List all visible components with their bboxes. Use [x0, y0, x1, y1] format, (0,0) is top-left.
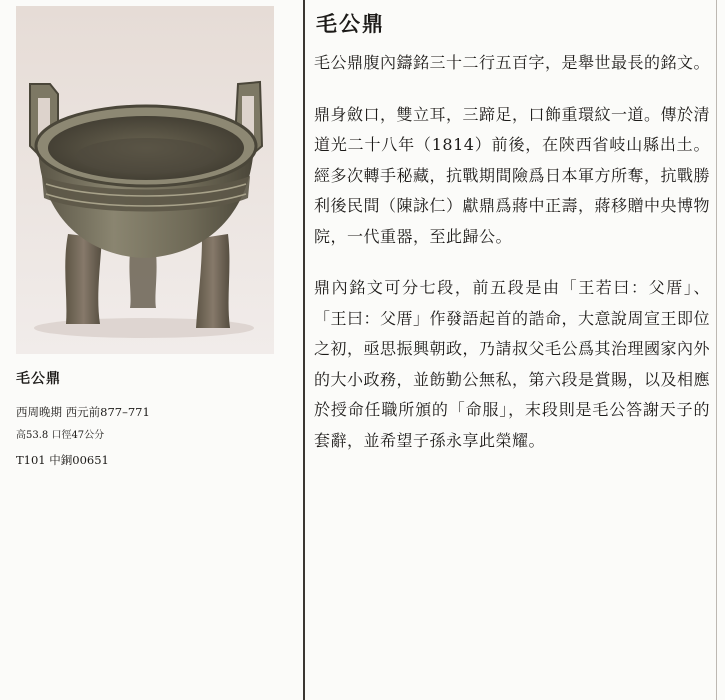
ding-photo [16, 6, 274, 354]
caption-title: 毛公鼎 [16, 371, 61, 387]
article-body [314, 8, 710, 477]
artifact-caption [16, 368, 286, 472]
catalog-number: T101 中銅00651 [16, 453, 109, 467]
page-edge [716, 0, 717, 700]
bronze-ding-image [16, 6, 274, 354]
artifact-period: 西周晚期 西元前877–771 [16, 405, 150, 419]
paragraph-history: 鼎身斂口，雙立耳，三蹄足，口飾重環紋一道。傳於清道光二十八年（1814）前後，在陝西省岐山縣出土。經多次轉手秘藏，抗戰期間險爲日本軍方所奪，抗戰勝利後民間（陳詠仁）獻鼎爲蔣中正壽，蔣移贈中央博物院，一代重器，至此歸公。 [314, 104, 711, 246]
column-divider [303, 0, 305, 700]
paragraph-intro: 毛公鼎腹內鑄銘三十二行五百字，是舉世最長的銘文。 [314, 53, 711, 72]
paragraph-inscription: 鼎內銘文可分七段，前五段是由「王若曰：父厝」、「王曰：父厝」作發語起首的誥命，大意說周宣王即位之初，亟思振興朝政，乃請叔父毛公爲其治理國家內外的大小政務，並飭勤公無私，第六段是賞賜，以及相應於授命任職所頒的「命服」，末段則是毛公答謝天子的套辭，並希望子孫永享此榮耀。 [314, 278, 711, 450]
article-title: 毛公鼎 [316, 11, 385, 36]
artifact-dimensions: 高53.8 口徑47公分 [16, 430, 105, 441]
